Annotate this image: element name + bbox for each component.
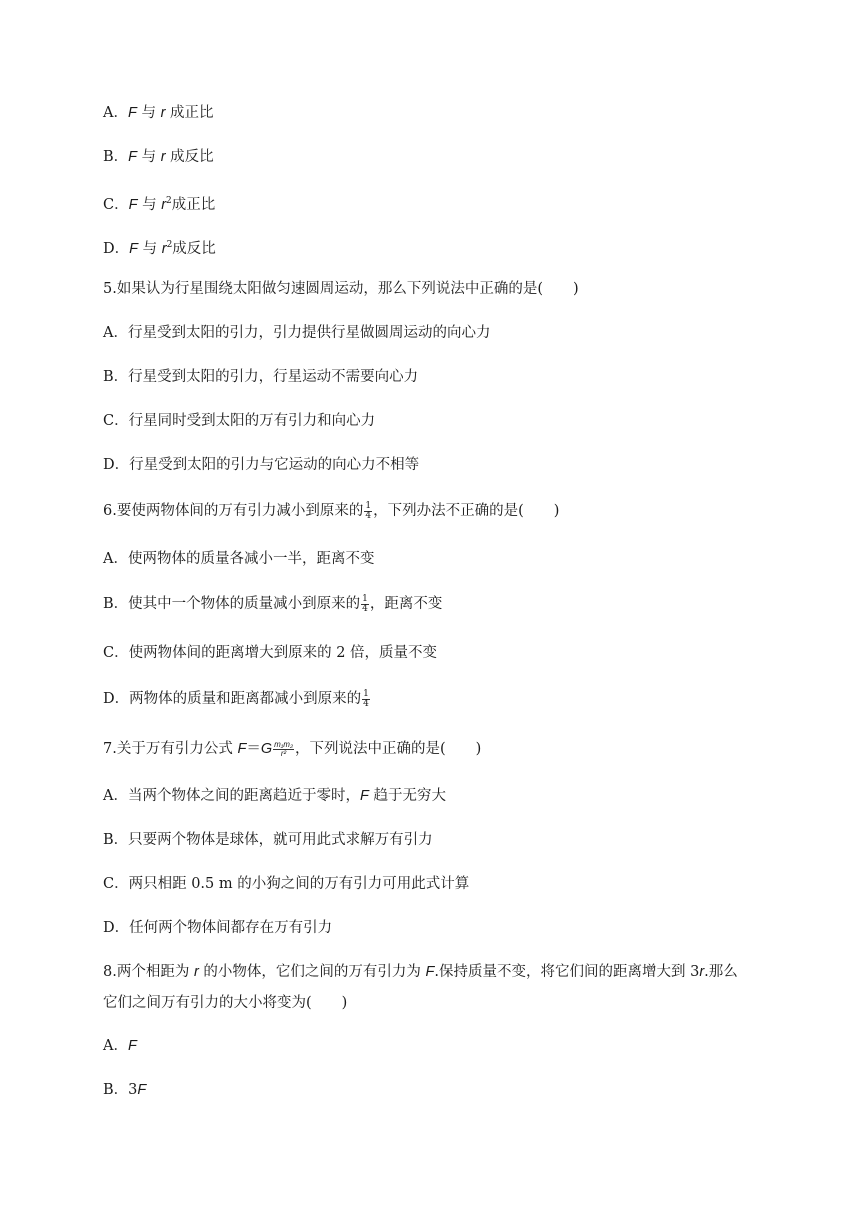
fraction-one-quarter [361,595,369,614]
option-text: ，距离不变 [369,596,443,612]
variable-f: F [127,1038,137,1054]
q6-option-c: C．使两物体间的距离增大到原来的 2 倍，质量不变 [103,645,438,661]
variable-f: F [128,196,138,213]
q5-option-a: A．行星受到太阳的引力，引力提供行星做圆周运动的向心力 [103,325,491,341]
option-text: 趋于无穷大 [368,788,446,804]
q6-option-b [103,594,442,614]
question-text: .保持质量不变，将它们间的距离增大到 3 [434,964,700,980]
answer-bracket: ) [553,503,560,519]
q5-option-c: C．行星同时受到太阳的万有引力和向心力 [103,413,376,429]
question-text: 的小物体，它们之间的万有引力为 [198,964,426,980]
variable-f: F [359,788,369,804]
fraction-denominator: 4 [365,510,372,521]
variable-r: r [699,964,705,980]
fraction-denominator: 4 [363,698,369,709]
option-text: 与 [136,105,161,121]
option-text: D．两物体的质量和距离都减小到原来的 [103,691,362,707]
option-text: 与 [137,196,162,213]
exponent: 2 [166,240,173,250]
q8-stem-line1 [103,962,738,982]
fraction-numerator: 1 [363,688,369,699]
option-text: 成反比 [165,149,214,165]
question-text: ，下列办法不正确的是( [373,503,524,519]
option-text: 成正比 [165,105,214,121]
fraction-denominator: r² [280,748,287,758]
q4-option-c [103,191,215,215]
formula-equals: ＝ [246,741,261,757]
q5-option-b: B．行星受到太阳的引力，行星运动不需要向心力 [103,369,419,385]
q6-option-a: A．使两物体的质量各减小一半，距离不变 [103,551,375,567]
q7-option-c: C．两只相距 0.5 m 的小狗之间的万有引力可用此式计算 [103,876,470,892]
q5-stem [103,279,579,299]
variable-f: F [425,964,435,980]
q4-option-a [103,103,214,123]
formula-lhs: F [237,741,247,757]
option-label: B． [103,1082,129,1098]
option-text: 成正比 [171,196,216,213]
option-text: B．使其中一个物体的质量减小到原来的 [103,596,361,612]
answer-bracket: ) [573,281,579,297]
q6-stem [103,501,559,521]
answer-bracket: ) [341,995,348,1011]
exponent: 2 [166,196,172,206]
option-label: A． [103,105,128,121]
question-text: .那么 [704,964,738,980]
question-text: ，下列说法中正确的是( [295,741,446,757]
q7-option-a [103,786,446,806]
variable-r: r [161,196,167,213]
q6-option-d [103,689,371,709]
fraction-denominator: 4 [362,603,368,614]
fraction-one-quarter [364,502,372,521]
option-text: 与 [138,240,162,257]
q7-option-d: D．任何两个物体间都存在万有引力 [103,920,333,936]
answer-bracket: ) [475,741,482,757]
q4-option-b [103,147,214,167]
variable-f: F [137,1082,147,1098]
option-text: A．当两个物体之间的距离趋近于零时， [103,788,360,804]
option-label: C． [103,196,129,213]
formula-constant: G [260,741,273,757]
q8-option-b [103,1080,146,1100]
question-text: 7.关于万有引力公式 [103,741,238,757]
variable-f: F [128,149,138,165]
question-text: 它们之间万有引力的大小将变为( [103,995,312,1011]
variable-r: r [160,149,166,165]
fraction-numerator: m₁m₂ [274,739,293,749]
gravitation-formula-fraction [273,741,294,758]
variable-f: F [127,105,137,121]
variable-f: F [129,240,138,257]
q8-option-a [103,1036,137,1056]
variable-r: r [160,105,166,121]
option-label: B． [103,149,129,165]
q4-option-d [103,235,216,259]
question-text: 8.两个相距为 [103,964,194,980]
option-label: A． [103,1038,128,1054]
option-text: 成反比 [172,240,216,257]
q8-stem-line2 [103,993,347,1013]
question-text: 6.要使两物体间的万有引力减小到原来的 [103,503,364,519]
variable-r: r [193,964,199,980]
q7-option-b: B．只要两个物体是球体，就可用此式求解万有引力 [103,832,433,848]
variable-r: r [161,240,167,257]
coefficient: 3 [128,1082,138,1098]
q7-stem [103,739,481,759]
fraction-one-quarter [362,690,370,709]
option-text: 与 [137,149,161,165]
question-text: 5.如果认为行星围绕太阳做匀速圆周运动，那么下列说法中正确的是( [103,281,543,297]
q5-option-d: D．行星受到太阳的引力与它运动的向心力不相等 [103,457,420,473]
option-label: D． [103,240,130,257]
fraction-numerator: 1 [362,593,368,604]
fraction-numerator: 1 [365,500,372,511]
